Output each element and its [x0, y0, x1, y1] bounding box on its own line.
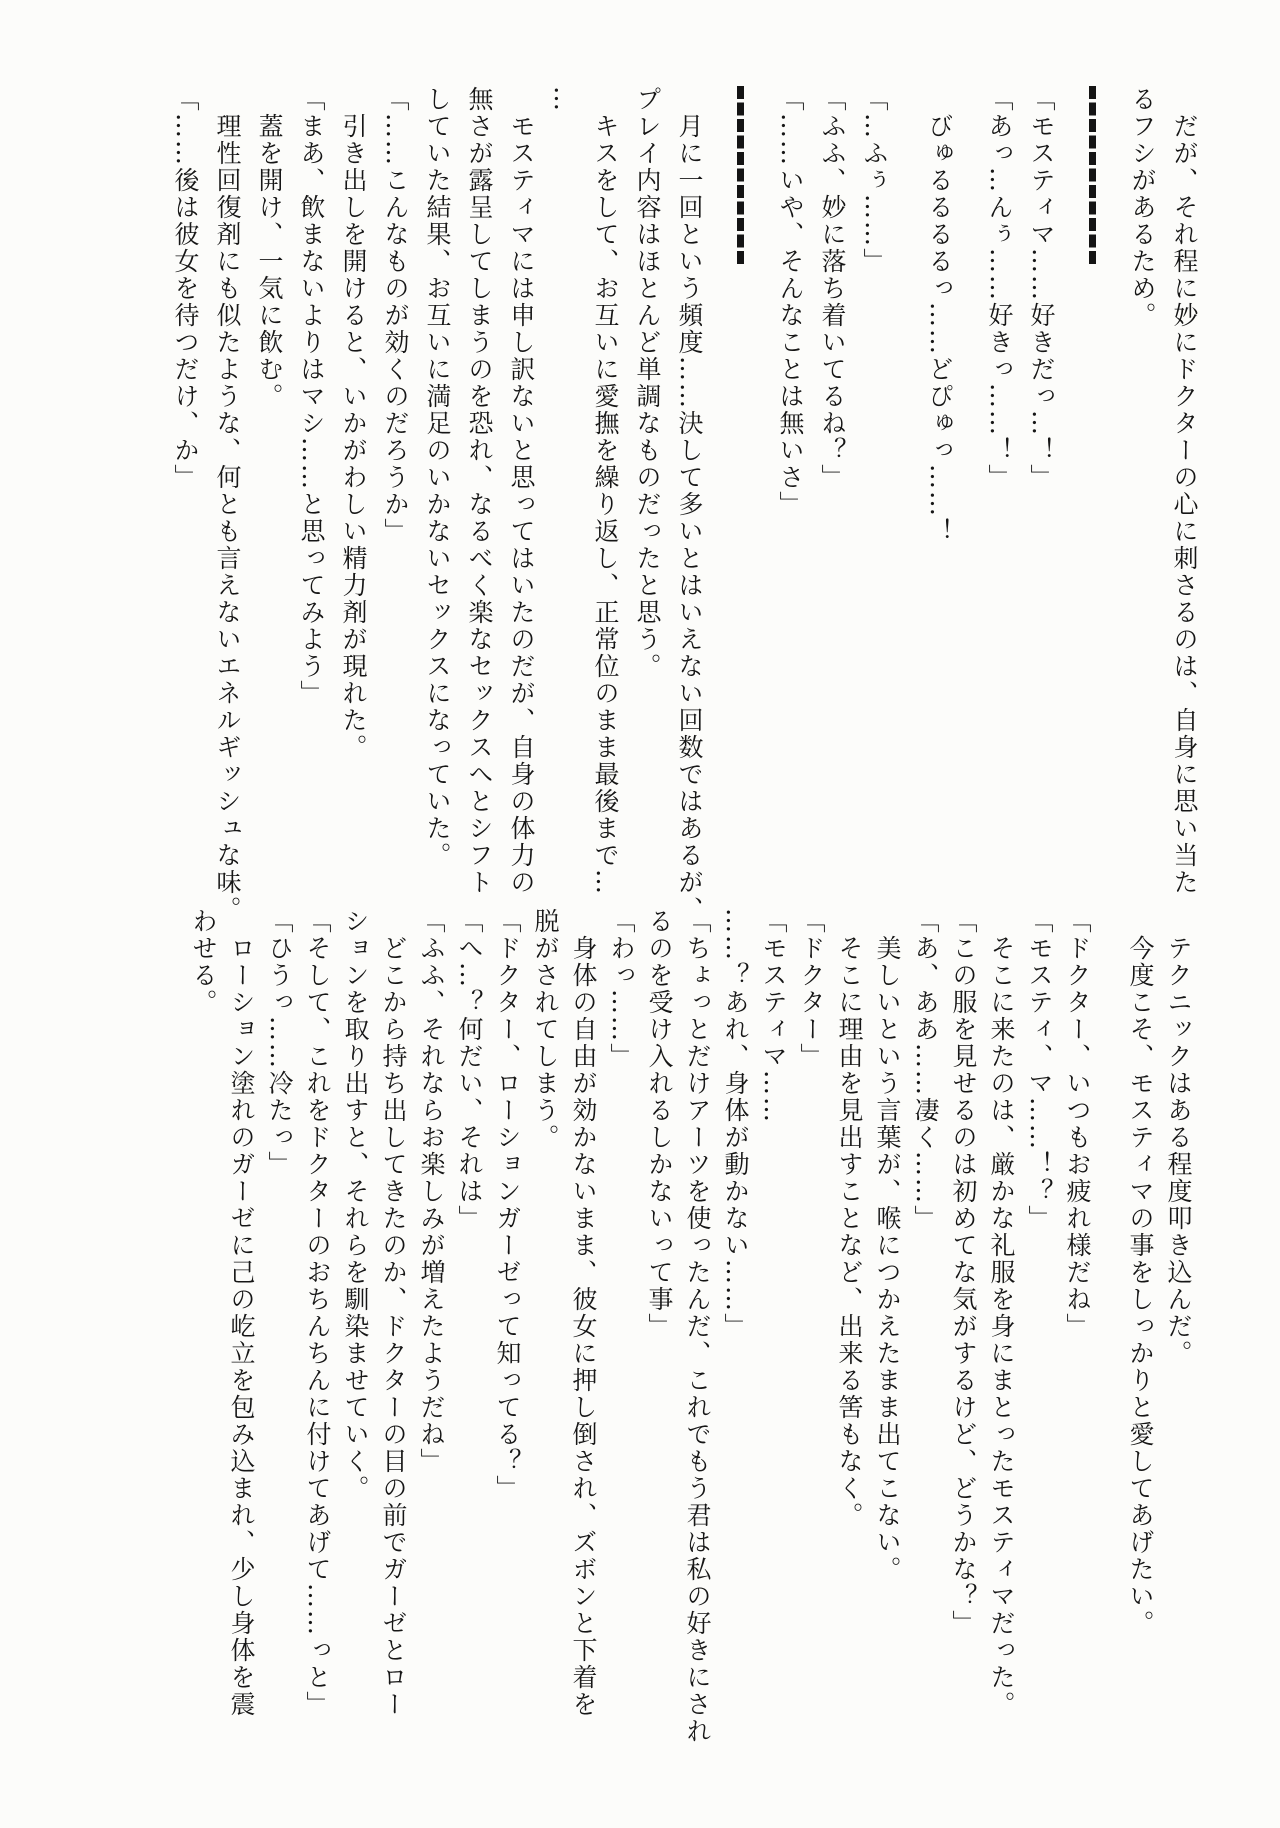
text-column: 「モスティ、マ……！？」 [1025, 908, 1054, 1232]
text-column: 蓋を開け、一気に飲む。 [255, 113, 284, 410]
text-column: 「ひうっ……冷たっ」 [265, 908, 294, 1178]
text-column: ……？あれ、身体が動かない……」 [721, 908, 750, 1340]
text-column: していた結果、お互いに満足のいかないセックスになっていた。 [423, 86, 452, 869]
text-column: 月に一回という頻度……決して多いとはいえない回数ではあるが、 [675, 113, 704, 923]
text-column: そこに来たのは、厳かな礼服を身にまとったモスティマだった。 [987, 935, 1016, 1718]
text-column: わせる。 [189, 908, 218, 1016]
text-column: テクニックはある程度叩き込んだ。 [1164, 935, 1193, 1367]
text-column: るのを受け入れるしかないって事」 [645, 908, 674, 1340]
text-column: 「……後は彼女を待つだけ、か」 [171, 86, 200, 491]
text-column: 美しいという言葉が、喉につかえたまま出てこない。 [873, 935, 902, 1583]
text-column: キスをして、お互いに愛撫を繰り返し、正常位のまま最後まで… [591, 113, 620, 896]
text-column: 「…ふぅ……」 [860, 86, 889, 275]
text-column: モスティマには申し訳ないと思ってはいたのだが、自身の体力の [507, 113, 536, 896]
text-column: 無さが露呈してしまうのを恐れ、なるべく楽なセックスへとシフト [465, 86, 494, 896]
text-column: 「モスティマ…… [759, 908, 788, 1124]
text-column: 身体の自由が効かないまま、彼女に押し倒され、ズボンと下着を [569, 935, 598, 1718]
text-column: 「そして、これをドクターのおちんちんに付けてあげて……っと」 [303, 908, 332, 1718]
text-column: 「あ、ああ……凄く……」 [911, 908, 940, 1232]
text-column: 「まあ、飲まないよりはマシ……と思ってみよう」 [297, 86, 326, 707]
text-column: 「へ…？何だい、それは」 [455, 908, 484, 1232]
text-column: 「ふふ、それならお楽しみが増えたようだね」 [417, 908, 446, 1475]
top-text-block [157, 86, 1198, 966]
text-column: 「ドクター、いつもお疲れ様だね」 [1063, 908, 1092, 1340]
text-column: ションを取り出すと、それらを馴染ませていく。 [341, 908, 370, 1502]
text-column: 今度こそ、モスティマの事をしっかりと愛してあげたい。 [1126, 935, 1155, 1637]
text-column: 「ふふ、妙に落ち着いてるね？」 [818, 86, 847, 491]
bottom-text-block [179, 908, 1192, 1788]
text-column: 「……いや、そんなことは無いさ」 [776, 86, 805, 518]
text-column: 引き出しを開けると、いかがわしい精力剤が現れた。 [339, 113, 368, 761]
text-column: 「この服を見せるのは初めてな気がするけど、どうかな？」 [949, 908, 978, 1637]
text-column: 「ちょっとだけアーツを使ったんだ、これでもう君は私の好きにされ [683, 908, 712, 1745]
text-column: プレイ内容はほとんど単調なものだったと思う。 [633, 86, 662, 680]
text-column: そこに理由を見出すことなど、出来る筈もなく。 [835, 935, 864, 1529]
text-column: るフシがあるため。 [1128, 86, 1157, 329]
text-column: 「あっ…んぅ……好きっ……！」 [985, 86, 1014, 491]
text-column: 「……こんなものが効くのだろうか」 [381, 86, 410, 545]
text-column: だが、それ程に妙にドクターの心に刺さるのは、自身に思い当た [1170, 113, 1199, 896]
text-column: どこから持ち出してきたのか、ドクターの目の前でガーゼとロー [379, 935, 408, 1718]
text-column: 「モスティマ……好きだっ…！」 [1027, 86, 1056, 491]
text-column: 「ドクター、ローションガーゼって知ってる？」 [493, 908, 522, 1502]
text-column: … [549, 86, 578, 113]
scene-divider-rule [1089, 86, 1096, 264]
text-column: 「ドクター」 [797, 908, 826, 1070]
scene-divider-rule [737, 86, 744, 264]
text-column: 理性回復剤にも似たような、何とも言えないエネルギッシュな味。 [213, 113, 242, 923]
text-column: 脱がされてしまう。 [531, 908, 560, 1151]
text-column: ローション塗れのガーゼに己の屹立を包み込まれ、少し身体を震 [227, 935, 256, 1718]
text-column: 「わっ……」 [607, 908, 636, 1070]
sfx-text-column: びゅるるるるっ……どぴゅっ……！ [925, 113, 954, 545]
